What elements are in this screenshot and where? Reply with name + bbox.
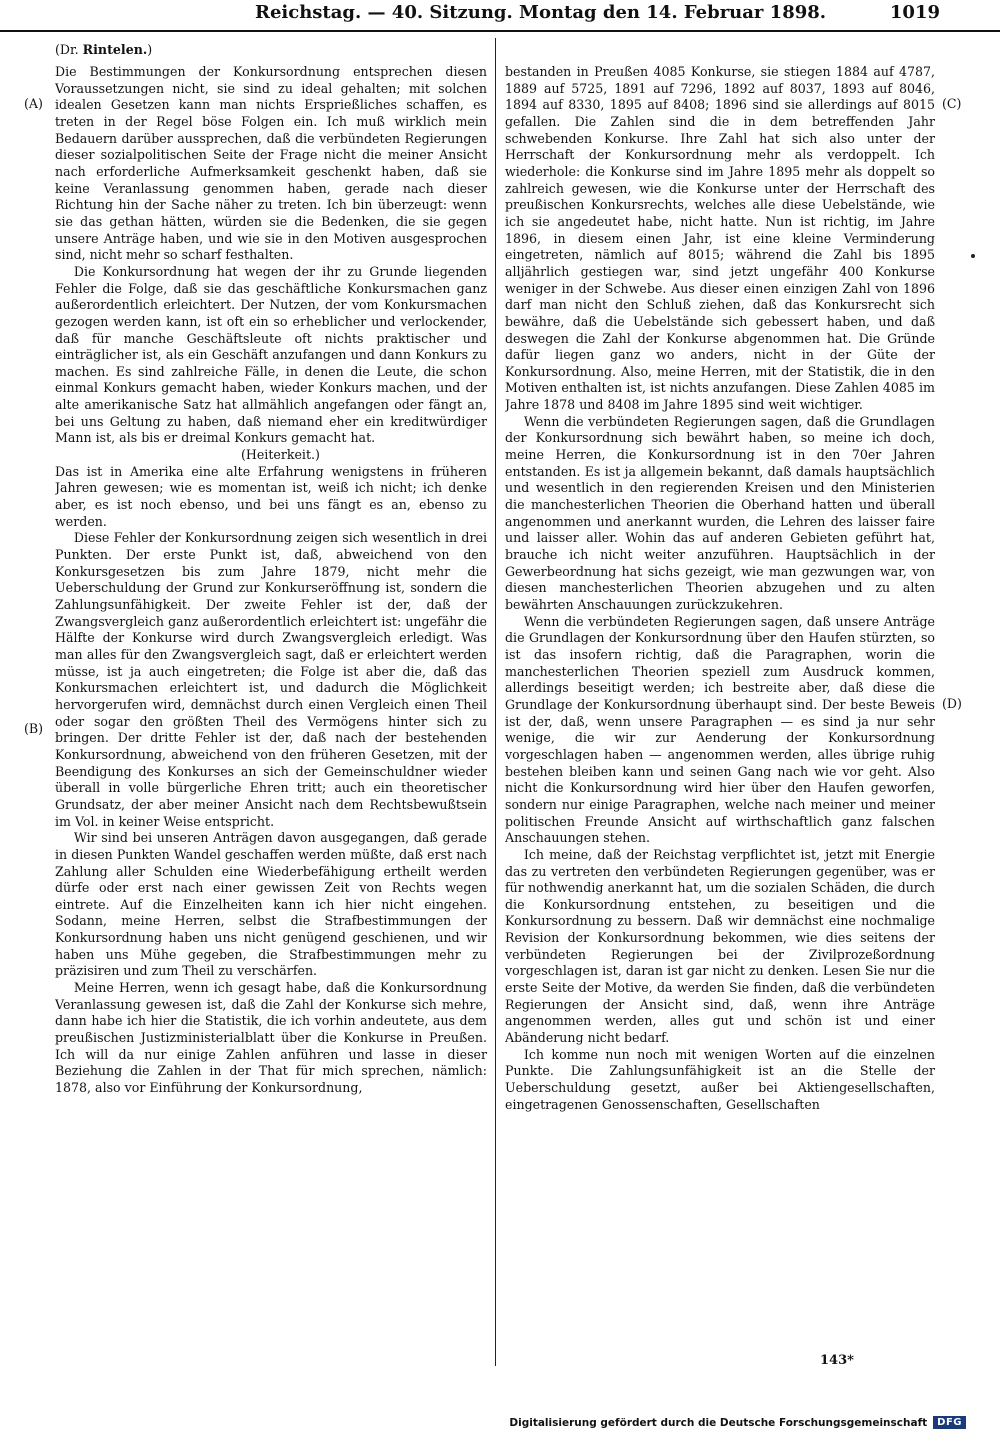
interjection: (Heiterkeit.) bbox=[240, 447, 320, 463]
margin-mark-a: (A) bbox=[24, 96, 43, 111]
running-title: Reichstag. — 40. Sitzung. Montag den 14. Februar 1898. bbox=[255, 2, 827, 23]
credit-text: Digitalisierung gefördert durch die Deutsche Forschungsgemeinschaft bbox=[509, 1416, 928, 1429]
paragraph: Wenn die verbündeten Regierungen sagen, daß unsere Anträge die Grundlagen der Konkursordnung über den Haufen stürzten, so ist das insofern richtig, daß die Paragraphen, worin die manchesterlichen Theorien speziell zum Ausdruck kommen, allerdings beseitigt werden; ich bestreite aber, daß diese die Grundlage der Konkursordnung überhaupt sind. Der beste Beweis ist der, daß, wenn unsere Paragraphen — es sind ja nur sehr wenige, die wir zur Aenderung der Konkursordnung vorgeschlagen haben — angenommen werden, alles übrige ruhig bestehen bleiben kann und seinen Gang nach wie vor geht. Also nicht die Konkursordnung wird hier über den Haufen geworfen, sondern nur einige Paragraphen, welche nach meiner und meiner politischen Freunde Ansicht auf wirthschaftlich ganz falschen Anschauungen stehen. bbox=[505, 613, 935, 846]
paragraph: Die Konkursordnung hat wegen der ihr zu Grunde liegenden Fehler die Folge, daß sie das geschäftliche Konkursmachen ganz außerordentlich erleichtert. Der Nutzen, der vom Konkursmachen gezogen werden kann, ist oft ein so erheblicher und verlockender, daß für manche Geschäftsleute oft nichts praktischer und einträglicher ist, als ein Geschäft anzufangen und dann Konkurs zu machen. Es sind zahlreiche Fälle, in denen die Leute, die schon einmal Konkurs gemacht haben, wieder Konkurs machen, und der alte amerikanische Satz hat allmählich angefangen oder fängt an, bei uns Geltung zu haben, daß niemand eher ein kreditwürdiger Mann ist, als bis er dreimal Konkurs gemacht hat. bbox=[55, 263, 487, 446]
paragraph: Ich komme nun noch mit wenigen Worten auf die einzelnen Punkte. Die Zahlungsunfähigkeit ist an die Stelle der Ueberschuldung gesetzt, außer bei Aktiengesellschaften, eingetragenen Genossenschaften, Gesellschaften bbox=[505, 1046, 935, 1112]
speaker-prefix: (Dr. bbox=[55, 42, 79, 57]
speaker-name: Rintelen. bbox=[82, 42, 148, 57]
ink-dot bbox=[971, 254, 975, 258]
margin-mark-d: (D) bbox=[942, 696, 962, 711]
margin-mark-c: (C) bbox=[942, 96, 962, 111]
paragraph: Ich meine, daß der Reichstag verpflichtet ist, jetzt mit Energie das zu vertreten den verbündeten Regierungen gegenüber, was er für nothwendig anerkannt hat, um die sozialen Schäden, die durch die Konkursordnung entstehen, zu beseitigen und die Konkursordnung zu bessern. Daß wir demnächst eine nochmalige Revision der Konkursordnung bekommen, wie dies seitens der verbündeten Regierungen bei der Zivilprozeßordnung vorgeschlagen ist, daran ist gar nicht zu denken. Lesen Sie nur die erste Seite der Motive, da werden Sie finden, daß die verbündeten Regierungen der Ansicht sind, daß, wenn ihre Anträge angenommen werden, alles gut und schön ist und einer Abänderung nicht bedarf. bbox=[505, 846, 935, 1046]
dfg-logo-icon: DFG bbox=[933, 1416, 966, 1429]
sheet-number: 143* bbox=[820, 1353, 854, 1368]
column-divider bbox=[495, 38, 496, 1366]
margin-mark-b: (B) bbox=[24, 721, 44, 736]
paragraph: Diese Fehler der Konkursordnung zeigen sich wesentlich in drei Punkten. Der erste Punkt ist, daß, abweichend von den Konkursgesetzen bis zum Jahre 1879, nicht mehr die Ueberschuldung der Grund zur Konkurseröffnung ist, sondern die Zahlungsunfähigkeit. Der zweite Fehler ist der, daß der Zwangsvergleich ganz außerordentlich erleichtert ist: ungefähr die Hälfte der Konkurse wird durch Zwangsvergleich erledigt. Was man alles für den Zwangsvergleich sagt, daß er erleichtert werden müsse, ist ja auch eingetreten; die Folge ist aber die, daß das Konkursmachen erleichtert ist, und dadurch die Möglichkeit hervorgerufen wird, demnächst durch einen Vergleich einen Theil oder sogar den größten Theil des Vermögens hinter sich zu bringen. Der dritte Fehler ist der, daß nach der bestehenden Konkursordnung, abweichend von den früheren Gesetzen, mit der Beendigung des Konkurses an sich der Gemeinschuldner wieder überall in volle bürgerliche Ehren tritt; auch ein theoretischer Grundsatz, der aber meiner Ansicht nach dem Rechtsbewußtsein im Vol. in keiner Weise entspricht. bbox=[55, 530, 487, 829]
page-header bbox=[0, 0, 1000, 32]
speaker-suffix: ) bbox=[147, 42, 153, 57]
speaker-label bbox=[55, 42, 152, 57]
paragraph: Wenn die verbündeten Regierungen sagen, daß die Grundlagen der Konkursordnung sich bewährt haben, so meine ich doch, meine Herren, die Konkursordnung ist in den 70er Jahren entstanden. Es ist ja allgemein bekannt, daß damals hauptsächlich und wesentlich in den regierenden Kreisen und den Ministerien die manchesterlichen Theorien die Oberhand hatten und überall angenommen und anerkannt wurden, die Lehren des laisser faire und laisser aller. Wohin das auf anderen Gebieten geführt hat, brauche ich nicht weiter anzuführen. Hauptsächlich in der Gewerbeordnung hat sichs gezeigt, wie man gezwungen war, von diesen manchesterlichen Theorien abzugehen und zu alten bewährten Anschauungen zurückzukehren. bbox=[505, 413, 935, 612]
paragraph: Das ist in Amerika eine alte Erfahrung wenigstens in früheren Jahren gewesen; wie es momentan ist, weiß ich nicht; ich denke aber, es ist noch ebenso, und bei uns fängt es an, ebenso zu werden. bbox=[55, 463, 487, 529]
page-number: 1019 bbox=[889, 2, 940, 23]
left-column bbox=[55, 64, 487, 1364]
paragraph: Meine Herren, wenn ich gesagt habe, daß die Konkursordnung Veranlassung gewesen ist, daß die Zahl der Konkurse sich mehre, dann habe ich hier die Statistik, die ich vorhin andeutete, aus dem preußischen Justizministerialblatt über die Konkurse in Preußen. Ich will da nur einige Zahlen anführen und lasse in dieser Beziehung die Zahlen in der That für mich sprechen, nämlich: 1878, also vor Einführung der Konkursordnung, bbox=[55, 980, 487, 1096]
digitization-credit bbox=[509, 1416, 966, 1429]
paragraph: Die Bestimmungen der Konkursordnung entsprechen diesen Voraussetzungen nicht, sie sind zu ideal gehalten; mit solchen idealen Gesetzen kann man nichts Ersprießliches schaffen, es treten in der Regel böse Folgen ein. Ich muß wirklich mein Bedauern darüber aussprechen, daß die verbündeten Regierungen dieser sozialpolitischen Seite der Frage nicht die meiner Ansicht nach erforderliche Aufmerksamkeit geschenkt haben, daß sie keine Veranlassung genommen haben, gerade nach dieser Richtung hin der Sache näher zu treten. Ich bin überzeugt: wenn sie das gethan hätten, würden sie die Bedenken, die sie gegen unsere Anträge haben, und wie sie in den Motiven ausgesprochen sind, nicht mehr so scharf festhalten. bbox=[55, 64, 487, 263]
right-column bbox=[505, 64, 935, 1344]
paragraph: Wir sind bei unseren Anträgen davon ausgegangen, daß gerade in diesen Punkten Wandel geschaffen werden müßte, daß erst nach Zahlung aller Schulden eine Wiederbefähigung ertheilt werden dürfe oder erst nach einer gewissen Zeit von Rechts wegen eintrete. Auf die Einzelheiten kann ich hier nicht eingehen. Sodann, meine Herren, selbst die Strafbestimmungen der Konkursordnung haben uns nicht genügend geschienen, und wir haben uns Mühe gegeben, die Strafbestimmungen mehr zu präzisiren und zum Theil zu verschärfen. bbox=[55, 830, 487, 979]
paragraph: bestanden in Preußen 4085 Konkurse, sie stiegen 1884 auf 4787, 1889 auf 5725, 1891 auf 7296, 1892 auf 8037, 1893 auf 8046, 1894 auf 8330, 1895 auf 8408; 1896 sind sie allerdings auf 8015 gefallen. Die Zahlen sind die in dem betreffenden Jahr schwebenden Konkurse. Ihre Zahl hat sich also unter der Herrschaft der Konkursordnung mehr als verdoppelt. Ich wiederhole: die Konkurse sind im Jahre 1895 mehr als doppelt so zahlreich gewesen, wie die Konkurse unter der Herrschaft des preußischen Konkursrechts, welches alle diese Uebelstände, wie ich sie angedeutet habe, nicht hatte. Nun ist richtig, im Jahre 1896, in diesem einen Jahr, ist eine kleine Verminderung eingetreten, nämlich auf 8015; während die Zahl bis 1895 alljährlich gestiegen war, sind jetzt ungefähr 400 Konkurse weniger in der Schwebe. Aus dieser einen einzigen Zahl von 1896 darf man nicht den Schluß ziehen, daß das Konkursrecht sich bewähre, daß die Uebelstände sich gebessert haben, und daß deswegen die Zahl der Konkurse abgenommen hat. Die Gründe dafür liegen ganz wo anders, nicht in der Güte der Konkursordnung. Also, meine Herren, mit der Statistik, die in den Motiven enthalten ist, ist nichts anzufangen. Diese Zahlen 4085 im Jahre 1878 und 8408 im Jahre 1895 sind weit wichtiger. bbox=[505, 64, 935, 413]
